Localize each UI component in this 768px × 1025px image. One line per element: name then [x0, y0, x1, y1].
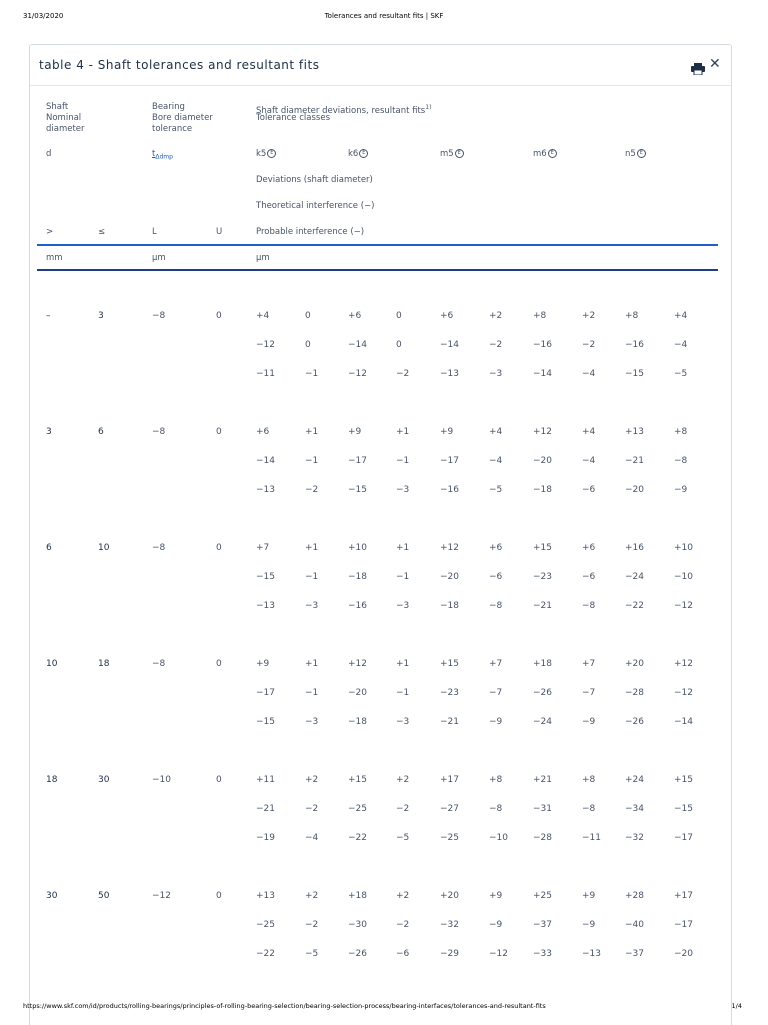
prob-value: −5	[396, 833, 410, 843]
theo-value: −2	[582, 340, 596, 350]
theo-value: −8	[582, 804, 596, 814]
dev-value: +17	[440, 775, 459, 785]
theo-value: −1	[305, 572, 319, 582]
d-symbol: d	[46, 149, 52, 159]
prob-value: −15	[256, 717, 275, 727]
lower-tol-label: L	[152, 227, 157, 237]
dev-value: +8	[674, 427, 688, 437]
bore-tol-upper: 0	[216, 427, 222, 437]
dev-value: +16	[625, 543, 644, 553]
theo-value: −20	[533, 456, 552, 466]
prob-value: −3	[396, 717, 410, 727]
theo-value: 0	[396, 340, 402, 350]
theo-value: −25	[256, 920, 275, 930]
dev-value: 0	[396, 311, 402, 321]
table-title: table 4 - Shaft tolerances and resultant fits	[39, 58, 320, 72]
le-symbol: ≤	[98, 227, 106, 237]
dev-value: +9	[440, 427, 454, 437]
prob-value: −5	[489, 485, 503, 495]
prob-value: −16	[440, 485, 459, 495]
prob-value: −1	[305, 369, 319, 379]
theo-value: −2	[305, 920, 319, 930]
theo-value: −20	[348, 688, 367, 698]
print-date: 31/03/2020	[23, 12, 64, 20]
prob-value: −21	[533, 601, 552, 611]
dev-value: +9	[582, 891, 596, 901]
prob-value: −2	[305, 485, 319, 495]
theo-value: −1	[396, 572, 410, 582]
theo-value: −16	[625, 340, 644, 350]
theo-value: −1	[396, 688, 410, 698]
prob-value: −32	[625, 833, 644, 843]
dev-value: +1	[396, 543, 410, 553]
prob-value: −12	[489, 949, 508, 959]
theo-value: −15	[256, 572, 275, 582]
diameter-from: 30	[46, 891, 58, 901]
dev-value: +8	[489, 775, 503, 785]
theo-value: −20	[440, 572, 459, 582]
diameter-to: 50	[98, 891, 110, 901]
theo-value: −17	[674, 920, 693, 930]
dev-value: +6	[348, 311, 362, 321]
prob-value: −15	[625, 369, 644, 379]
diameter-to: 30	[98, 775, 110, 785]
t-symbol-sub: Δdmp	[155, 153, 173, 161]
dev-value: +15	[674, 775, 693, 785]
dev-value: +15	[533, 543, 552, 553]
header-divider	[37, 244, 718, 246]
bore-tol-upper: 0	[216, 775, 222, 785]
theo-value: −1	[396, 456, 410, 466]
bore-tol-upper: 0	[216, 543, 222, 553]
prob-value: −22	[625, 601, 644, 611]
prob-value: −17	[674, 833, 693, 843]
unit-mm: mm	[46, 253, 63, 263]
bore-tol-upper: 0	[216, 659, 222, 669]
tolerance-class-label: n5	[625, 149, 636, 159]
theo-value: −2	[396, 804, 410, 814]
tolerance-class-1	[348, 149, 368, 160]
prob-value: −4	[582, 369, 596, 379]
theo-value: −37	[533, 920, 552, 930]
printer-icon[interactable]	[691, 60, 705, 72]
dev-value: +6	[582, 543, 596, 553]
dev-value: +1	[396, 427, 410, 437]
bore-tol-lower: −8	[152, 543, 166, 553]
prob-value: −25	[440, 833, 459, 843]
theo-value: −14	[440, 340, 459, 350]
prob-value: −9	[674, 485, 688, 495]
prob-value: −37	[625, 949, 644, 959]
dev-value: +12	[440, 543, 459, 553]
print-url: https://www.skf.com/id/products/rolling-bearings/principles-of-rolling-bearing-selection/bearing-selection-process/bearing-interfaces/tolerances-and-resultant-fits	[23, 1002, 546, 1010]
theo-value: −6	[582, 572, 596, 582]
dev-value: +12	[674, 659, 693, 669]
prob-value: −5	[305, 949, 319, 959]
deviation-header-text: Shaft diameter deviations, resultant fits	[256, 105, 426, 116]
prob-value: −6	[396, 949, 410, 959]
theo-value: −12	[674, 688, 693, 698]
prob-value: −8	[489, 601, 503, 611]
theo-value: −4	[582, 456, 596, 466]
dev-value: +11	[256, 775, 275, 785]
diameter-to: 10	[98, 543, 110, 553]
theo-value: −26	[533, 688, 552, 698]
prob-value: −13	[256, 601, 275, 611]
theo-value: −17	[348, 456, 367, 466]
probable-row-label: Probable interference (−)	[256, 227, 365, 237]
e-marker-icon[interactable]: E	[267, 149, 276, 158]
dev-value: +10	[348, 543, 367, 553]
dev-value: 0	[305, 311, 311, 321]
prob-value: −2	[396, 369, 410, 379]
footnote-link[interactable]: 1)	[425, 104, 432, 111]
theo-value: −4	[674, 340, 688, 350]
upper-tol-label: U	[216, 227, 223, 237]
dev-value: +2	[489, 311, 503, 321]
diameter-from: 6	[46, 543, 52, 553]
prob-value: −15	[348, 485, 367, 495]
dev-value: +1	[305, 427, 319, 437]
theoretical-row-label: Theoretical interference (−)	[256, 201, 375, 211]
tolerance-class-2	[440, 149, 464, 160]
dev-value: +4	[674, 311, 688, 321]
theo-value: −32	[440, 920, 459, 930]
theo-value: −17	[440, 456, 459, 466]
t-symbol[interactable]	[152, 149, 173, 163]
table-card	[29, 44, 732, 1025]
dev-value: +4	[489, 427, 503, 437]
prob-value: −26	[348, 949, 367, 959]
shaft-header: Shaft Nominal diameter	[46, 102, 85, 134]
t-symbol-link[interactable]	[152, 149, 173, 159]
prob-value: −14	[533, 369, 552, 379]
theo-value: −28	[625, 688, 644, 698]
dev-value: +7	[489, 659, 503, 669]
dev-value: +9	[348, 427, 362, 437]
print-footer	[0, 1002, 768, 1016]
dev-value: +7	[256, 543, 270, 553]
dev-value: +1	[305, 543, 319, 553]
prob-value: −29	[440, 949, 459, 959]
dev-value: +12	[533, 427, 552, 437]
dev-value: +20	[440, 891, 459, 901]
dev-value: +8	[582, 775, 596, 785]
prob-value: −14	[674, 717, 693, 727]
dev-value: +13	[625, 427, 644, 437]
dev-value: +4	[256, 311, 270, 321]
theo-value: −40	[625, 920, 644, 930]
theo-value: −16	[533, 340, 552, 350]
dev-value: +18	[533, 659, 552, 669]
prob-value: −8	[582, 601, 596, 611]
theo-value: −23	[440, 688, 459, 698]
diameter-to: 18	[98, 659, 110, 669]
e-marker-icon[interactable]: E	[455, 149, 464, 158]
prob-value: −5	[674, 369, 688, 379]
prob-value: −18	[348, 717, 367, 727]
prob-value: −3	[305, 717, 319, 727]
prob-value: −28	[533, 833, 552, 843]
theo-value: −7	[582, 688, 596, 698]
theo-value: −7	[489, 688, 503, 698]
theo-value: −30	[348, 920, 367, 930]
tolerance-class-label: m6	[533, 149, 547, 159]
theo-value: −2	[305, 804, 319, 814]
theo-value: −14	[348, 340, 367, 350]
dev-value: +2	[582, 311, 596, 321]
theo-value: −25	[348, 804, 367, 814]
units-divider	[37, 269, 718, 271]
diameter-to: 6	[98, 427, 104, 437]
prob-value: −12	[348, 369, 367, 379]
bearing-header: Bearing Bore diameter tolerance	[152, 102, 213, 134]
tolerance-class-4	[625, 149, 646, 160]
diameter-to: 3	[98, 311, 104, 321]
bore-tol-upper: 0	[216, 891, 222, 901]
dev-value: +9	[489, 891, 503, 901]
diameter-from: 18	[46, 775, 58, 785]
dev-value: +8	[625, 311, 639, 321]
dev-value: +24	[625, 775, 644, 785]
theo-value: −34	[625, 804, 644, 814]
print-page-title: Tolerances and resultant fits | SKF	[324, 12, 444, 20]
tolerance-class-label: k6	[348, 149, 359, 159]
dev-value: +1	[305, 659, 319, 669]
unit-um-bearing: µm	[152, 253, 166, 263]
e-marker-icon[interactable]: E	[637, 149, 646, 158]
dev-value: +7	[582, 659, 596, 669]
dev-value: +6	[256, 427, 270, 437]
theo-value: −21	[256, 804, 275, 814]
prob-value: −9	[489, 717, 503, 727]
dev-value: +25	[533, 891, 552, 901]
tolerance-class-3	[533, 149, 557, 160]
diameter-from: 10	[46, 659, 58, 669]
tolerance-classes-header: Tolerance classes	[256, 113, 330, 123]
bore-tol-lower: −8	[152, 427, 166, 437]
dev-value: +18	[348, 891, 367, 901]
prob-value: −26	[625, 717, 644, 727]
prob-value: −33	[533, 949, 552, 959]
theo-value: −6	[489, 572, 503, 582]
bore-tol-upper: 0	[216, 311, 222, 321]
theo-value: −8	[674, 456, 688, 466]
prob-value: −22	[256, 949, 275, 959]
prob-value: −13	[256, 485, 275, 495]
dev-value: +12	[348, 659, 367, 669]
theo-value: −23	[533, 572, 552, 582]
dev-value: +8	[533, 311, 547, 321]
prob-value: −3	[396, 485, 410, 495]
dev-value: +1	[396, 659, 410, 669]
theo-value: −10	[674, 572, 693, 582]
theo-value: −17	[256, 688, 275, 698]
theo-value: −2	[396, 920, 410, 930]
theo-value: −2	[489, 340, 503, 350]
theo-value: −12	[256, 340, 275, 350]
dev-value: +20	[625, 659, 644, 669]
prob-value: −20	[625, 485, 644, 495]
prob-value: −22	[348, 833, 367, 843]
e-marker-icon[interactable]: E	[359, 149, 368, 158]
print-page-number: 1/4	[731, 1002, 742, 1010]
dev-value: +6	[489, 543, 503, 553]
prob-value: −11	[582, 833, 601, 843]
prob-value: −13	[582, 949, 601, 959]
dev-value: +10	[674, 543, 693, 553]
dev-value: +9	[256, 659, 270, 669]
e-marker-icon[interactable]: E	[548, 149, 557, 158]
close-icon[interactable]: ✕	[709, 56, 721, 72]
dev-value: +2	[305, 775, 319, 785]
theo-value: −21	[625, 456, 644, 466]
card-header	[30, 45, 731, 86]
t-symbol-text: t	[152, 149, 156, 159]
unit-um-shaft: µm	[256, 253, 270, 263]
prob-value: −24	[533, 717, 552, 727]
dev-value: +15	[440, 659, 459, 669]
prob-value: −19	[256, 833, 275, 843]
prob-value: −20	[674, 949, 693, 959]
dev-value: +21	[533, 775, 552, 785]
theo-value: −14	[256, 456, 275, 466]
dev-value: +2	[396, 775, 410, 785]
prob-value: −21	[440, 717, 459, 727]
dev-value: +2	[305, 891, 319, 901]
prob-value: −10	[489, 833, 508, 843]
tolerance-class-label: m5	[440, 149, 454, 159]
prob-value: −13	[440, 369, 459, 379]
bore-tol-lower: −12	[152, 891, 171, 901]
theo-value: −27	[440, 804, 459, 814]
prob-value: −3	[489, 369, 503, 379]
bore-tol-lower: −8	[152, 659, 166, 669]
theo-value: −1	[305, 456, 319, 466]
theo-value: −1	[305, 688, 319, 698]
theo-value: −9	[489, 920, 503, 930]
deviations-row-label: Deviations (shaft diameter)	[256, 175, 373, 185]
theo-value: −24	[625, 572, 644, 582]
dev-value: +17	[674, 891, 693, 901]
theo-value: 0	[305, 340, 311, 350]
theo-value: −18	[348, 572, 367, 582]
prob-value: −3	[396, 601, 410, 611]
dev-value: +2	[396, 891, 410, 901]
prob-value: −11	[256, 369, 275, 379]
theo-value: −9	[582, 920, 596, 930]
prob-value: −6	[582, 485, 596, 495]
theo-value: −4	[489, 456, 503, 466]
dev-value: +15	[348, 775, 367, 785]
bore-tol-lower: −8	[152, 311, 166, 321]
theo-value: −31	[533, 804, 552, 814]
prob-value: −16	[348, 601, 367, 611]
dev-value: +6	[440, 311, 454, 321]
bore-tol-lower: −10	[152, 775, 171, 785]
tolerance-class-0	[256, 149, 276, 160]
dev-value: +28	[625, 891, 644, 901]
theo-value: −15	[674, 804, 693, 814]
print-header	[0, 10, 768, 24]
gt-symbol: >	[46, 227, 54, 237]
dev-value: +4	[582, 427, 596, 437]
diameter-from: 3	[46, 427, 52, 437]
prob-value: −9	[582, 717, 596, 727]
prob-value: −18	[440, 601, 459, 611]
prob-value: −3	[305, 601, 319, 611]
prob-value: −12	[674, 601, 693, 611]
prob-value: −18	[533, 485, 552, 495]
theo-value: −8	[489, 804, 503, 814]
diameter-from: –	[46, 311, 51, 321]
dev-value: +13	[256, 891, 275, 901]
tolerance-class-label: k5	[256, 149, 267, 159]
prob-value: −4	[305, 833, 319, 843]
